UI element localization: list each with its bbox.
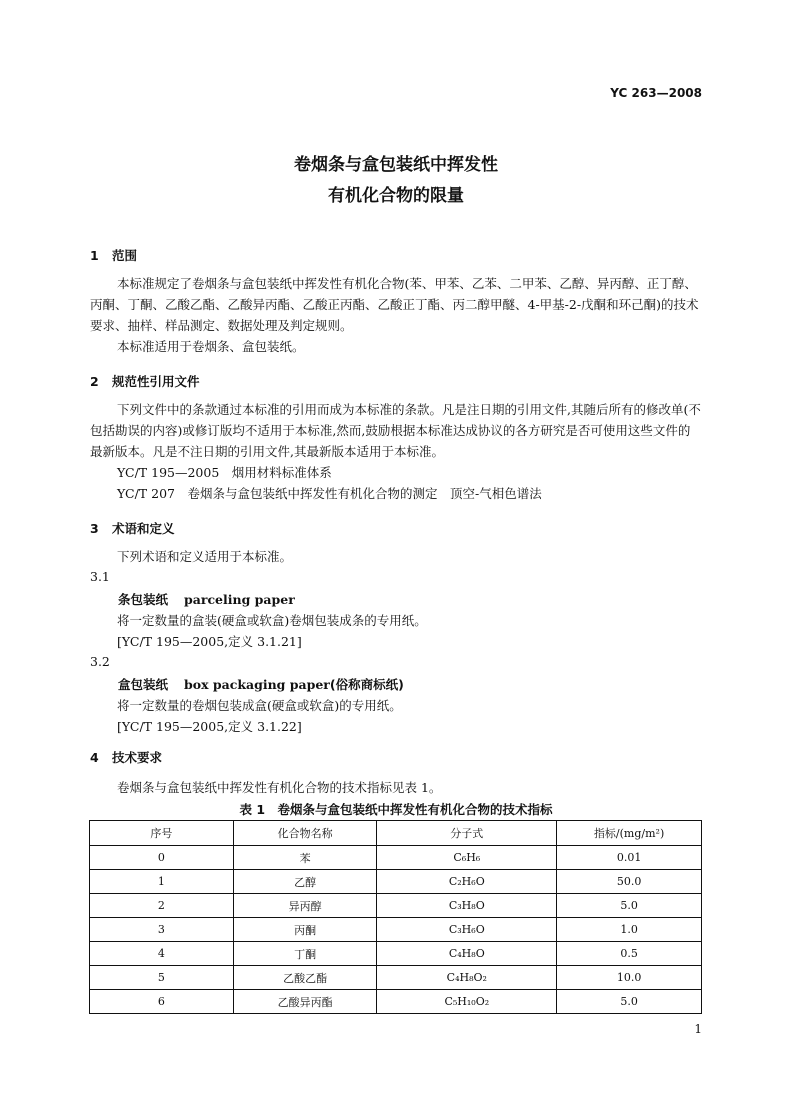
table-row	[90, 918, 702, 942]
cell-compound: 丁酮	[233, 942, 377, 966]
table-row	[90, 870, 702, 894]
section-title: 规范性引用文件	[112, 374, 200, 389]
section-title: 术语和定义	[112, 521, 175, 536]
header-formula: 分子式	[377, 821, 557, 846]
normative-reference-1: YC/T 195—2005 烟用材料标准体系	[117, 465, 332, 480]
section-number: 2	[90, 374, 99, 389]
document-title-line1: 卷烟条与盒包装纸中挥发性	[294, 155, 498, 175]
document-title-line2: 有机化合物的限量	[328, 186, 464, 206]
cell-compound: 乙醇	[233, 870, 377, 894]
cell-formula: C₄H₈O	[377, 942, 557, 966]
cell-serial: 3	[90, 918, 234, 942]
cell-limit: 0.01	[557, 846, 702, 870]
section-2-heading	[90, 372, 200, 390]
cell-formula: C₆H₆	[377, 846, 557, 870]
term-3-1-definition: 将一定数量的盒装(硬盒或软盒)卷烟包装成条的专用纸。	[117, 613, 427, 628]
term-zh: 盒包装纸	[118, 677, 169, 692]
normative-reference-2: YC/T 207 卷烟条与盒包装纸中挥发性有机化合物的测定 顶空-气相色谱法	[117, 486, 542, 501]
cell-compound: 异丙醇	[233, 894, 377, 918]
cell-serial: 5	[90, 966, 234, 990]
cell-formula: C₃H₈O	[377, 894, 557, 918]
standard-code: YC 263—2008	[610, 86, 702, 100]
cell-serial: 1	[90, 870, 234, 894]
section-1-paragraph: 本标准规定了卷烟条与盒包装纸中挥发性有机化合物(苯、甲苯、乙苯、二甲苯、乙醇、异丙醇、正丁醇、丙酮、丁酮、乙酸乙酯、乙酸异丙酯、乙酸正丙酯、乙酸正丁酯、丙二醇甲醚、4-甲基-2-戊酮和环己酮)的技术要求、抽样、样品测定、数据处理及判定规则。	[90, 276, 699, 333]
header-serial: 序号	[90, 821, 234, 846]
term-zh: 条包装纸	[118, 592, 169, 607]
table-header-row	[90, 821, 702, 846]
cell-formula: C₄H₈O₂	[377, 966, 557, 990]
term-3-2-number: 3.2	[90, 654, 110, 669]
cell-formula: C₅H₁₀O₂	[377, 990, 557, 1014]
page-number: 1	[694, 1022, 702, 1036]
section-4-paragraph: 卷烟条与盒包装纸中挥发性有机化合物的技术指标见表 1。	[117, 780, 442, 795]
cell-compound: 乙酸乙酯	[233, 966, 377, 990]
cell-limit: 5.0	[557, 990, 702, 1014]
cell-limit: 0.5	[557, 942, 702, 966]
section-1-heading	[90, 246, 137, 264]
section-3-intro: 下列术语和定义适用于本标准。	[117, 549, 293, 564]
section-4-heading	[90, 748, 162, 766]
section-number: 3	[90, 521, 99, 536]
cell-compound: 苯	[233, 846, 377, 870]
term-3-1-title	[118, 590, 295, 608]
term-3-2-reference: [YC/T 195—2005,定义 3.1.22]	[117, 719, 302, 734]
term-3-2-definition: 将一定数量的卷烟包装成盒(硬盒或软盒)的专用纸。	[117, 698, 402, 713]
table-row	[90, 846, 702, 870]
section-title: 技术要求	[112, 750, 163, 765]
section-number: 4	[90, 750, 99, 765]
term-3-2-title	[118, 675, 404, 693]
term-en: parceling paper	[184, 592, 295, 607]
term-en: box packaging paper	[184, 677, 330, 692]
table-row	[90, 990, 702, 1014]
cell-formula: C₂H₆O	[377, 870, 557, 894]
cell-limit: 1.0	[557, 918, 702, 942]
cell-limit: 5.0	[557, 894, 702, 918]
cell-compound: 乙酸异丙酯	[233, 990, 377, 1014]
table-row	[90, 894, 702, 918]
section-1-scope-paragraph: 本标准适用于卷烟条、盒包装纸。	[117, 339, 305, 354]
term-3-1-reference: [YC/T 195—2005,定义 3.1.21]	[117, 634, 302, 649]
table-row	[90, 942, 702, 966]
section-3-heading	[90, 519, 175, 537]
cell-serial: 6	[90, 990, 234, 1014]
table-row	[90, 966, 702, 990]
technical-indicator-table	[89, 820, 702, 1014]
cell-compound: 丙酮	[233, 918, 377, 942]
cell-serial: 2	[90, 894, 234, 918]
cell-limit: 50.0	[557, 870, 702, 894]
term-3-1-number: 3.1	[90, 569, 110, 584]
cell-limit: 10.0	[557, 966, 702, 990]
cell-serial: 4	[90, 942, 234, 966]
cell-serial: 0	[90, 846, 234, 870]
cell-formula: C₃H₆O	[377, 918, 557, 942]
section-number: 1	[90, 248, 99, 263]
header-compound: 化合物名称	[233, 821, 377, 846]
header-limit: 指标/(mg/m²)	[557, 821, 702, 846]
table-1-caption: 表 1 卷烟条与盒包装纸中挥发性有机化合物的技术指标	[239, 802, 553, 817]
section-title: 范围	[112, 248, 138, 263]
section-2-paragraph: 下列文件中的条款通过本标准的引用而成为本标准的条款。凡是注日期的引用文件,其随后所有的修改单(不包括勘误的内容)或修订版均不适用于本标准,然而,鼓励根据本标准达成协议的各方研究是否可使用这些文件的最新版本。凡是不注日期的引用文件,其最新版本适用于本标准。	[90, 402, 701, 459]
term-alias: (俗称商标纸)	[329, 677, 404, 692]
